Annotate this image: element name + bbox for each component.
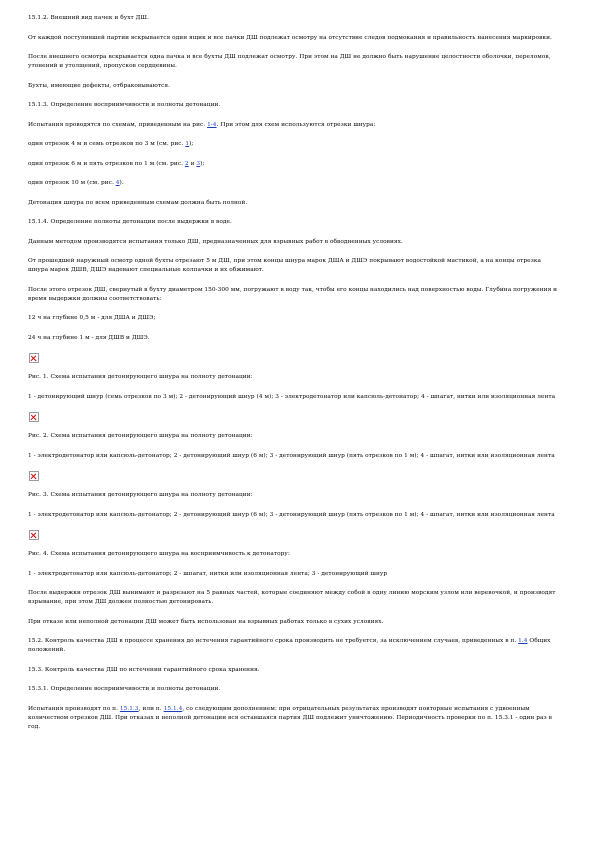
paragraph [28,121,561,130]
paragraph-text: Общих положений. [28,638,551,653]
figure-caption: Рис. 4. Схема испытания детонирующего шнура на восприимчивость к детонатору: [28,551,290,557]
figure-caption: Рис. 2. Схема испытания детонирующего шнура на полноту детонации: [28,433,253,439]
figure-link[interactable]: 4 [115,180,120,186]
broken-image-icon [29,353,39,363]
paragraph-text: один отрезок 6 м и пять отрезков по 1 м (см. рис. [28,160,185,167]
paragraph-text: 15.2. Контроль качества ДШ в процессе хранения до истечения гарантийного срока производить не требуется, за исключением случаев, приведенных в п. [28,638,519,644]
paragraph: Данным методом производятся испытания только ДШ, предназначенных для взрывных работ в обводненных условиях. [28,238,403,245]
figure-caption: Рис. 1. Схема испытания детонирующего шнура на полноту детонации: [28,374,253,380]
figure-link[interactable]: 3 [196,160,201,167]
section-heading: 15.3.1. Определение восприимчивости и полноты детонации. [28,686,221,692]
paragraph: 12 ч на глубине 0,5 м - для ДША и ДШЭ; [28,315,156,321]
paragraph: От прошедшей наружный осмотр одной бухты отрезают 5 м ДШ, при этом концы шнура марок ДША и ДШЭ покрывают водостойкой мастикой, а на концы отрезка шнура марок ДШВ, ДШЭ надевают специальные колпачки и их обжимают. [28,258,542,273]
paragraph-text: и [188,160,197,167]
section-heading: 15.3. Контроль качества ДШ по истечении гарантийного срока хранения. [28,666,260,673]
paragraph-text: ); [189,141,194,147]
paragraph-text: . При этом для схем используются отрезки шнура: [216,121,376,128]
figure-caption: Рис. 3. Схема испытания детонирующего шнура на полноту детонации: [28,492,253,498]
paragraph-text: ); [200,160,205,167]
figure-legend: 1 - электродетонатор или капсюль-детонатор; 2 - детонирующий шнур (6 м); 3 - детонирующий шнур (пять отрезков по 1 м); 4 - шпагат, нитки или изоляционная лента [28,511,555,518]
figure-legend: 1 - детонирующий шнур (семь отрезков по 3 м); 2 - детонирующий шнур (4 м); 3 - электродетонатор или капсюль-детонатор; 4 - шпагат, нитки или изоляционная лента [28,393,556,400]
broken-image-icon [29,412,39,422]
paragraph [28,637,561,655]
paragraph [28,160,561,169]
paragraph-text: , или п. [138,705,164,712]
figure-link[interactable]: 2 [184,160,189,167]
paragraph: После этого отрезок ДШ, свернутый в бухту диаметром 150-300 мм, погружают в воду так, чтобы его концы находились над поверхностью воды. Глубина погружения и время выдержки должны соответствовать: [28,286,558,302]
figure-legend: 1 - электродетонатор или капсюль-детонатор; 2 - шпагат, нитки или изоляционная лента; 3 - детонирующий шнур [28,570,388,577]
paragraph [28,705,561,732]
paragraph-text: один отрезок 4 м и семь отрезков по 3 м (см. рис. [28,141,186,147]
figure-link[interactable]: 1 [185,141,190,147]
paragraph: После выдержки отрезок ДШ вынимают и разрезают на 5 равных частей, которые соединяют между собой в одну линию морским узлом или веревочкой, и производят взрывание, при этом ДШ должен полностью детонировать. [28,590,556,605]
figure-legend: 1 - электродетонатор или капсюль-детонатор; 2 - детонирующий шнур (6 м); 3 - детонирующий шнур (пять отрезков по 1 м); 4 - шпагат, нитки или изоляционная лента [28,452,555,459]
clause-link[interactable]: 1.4 [518,638,528,644]
paragraph: Бухты, имеющие дефекты, отбраковываются. [28,82,170,89]
broken-image-icon [29,471,39,481]
paragraph: При отказе или неполной детонации ДШ может быть использован на взрывных работах только в сухих условиях. [28,618,384,625]
paragraph-text: Испытания проводятся по схемам, приведенным на рис. [28,121,208,128]
section-heading: 15.1.4. Определение полноты детонации после выдержки в воде. [28,219,232,225]
paragraph-text: один отрезок 10 м (см. рис. [28,180,116,186]
paragraph [28,140,561,149]
section-heading: 15.1.3. Определение восприимчивости и полноты детонации. [28,102,221,108]
section-heading: 15.1.2. Внешний вид пачек и бухт ДШ. [28,15,149,21]
paragraph: Детонация шнура по всем приведенным схемам должна быть полной. [28,199,248,206]
clause-link[interactable]: 15.1.4 [163,705,183,712]
figure-link[interactable]: 1-4 [207,121,217,128]
paragraph [28,179,561,188]
broken-image-icon [29,530,39,540]
paragraph-text: , со следующим дополнением: при отрицательных результатах производят повторные испытания с удвоенным количеством отрезков ДШ. При отказах и неполной детонации вся оставшаяся партия ДШ подлежит уничтожению. Периодичность проверки по п. 15.3.1 - один раз в год. [28,705,552,730]
paragraph: После внешнего осмотра вскрывается одна пачка и все бухты ДШ подлежат осмотру. При этом на ДШ не должно быть нарушение целостности оболочки, переломов, утонений и утолщений, пропусков сердцевины. [28,54,551,69]
paragraph-text: ). [119,180,124,186]
paragraph: От каждой поступившей партии вскрывается один ящик и все пачки ДШ подлежат осмотру на отсутствие следов подмокания и правильность нанесения маркировки. [28,34,552,41]
clause-link[interactable]: 15.1.3 [119,705,139,712]
paragraph: 24 ч на глубине 1 м - для ДШВ и ДШЭ. [28,334,150,341]
paragraph-text: Испытания производят по п. [28,705,120,712]
